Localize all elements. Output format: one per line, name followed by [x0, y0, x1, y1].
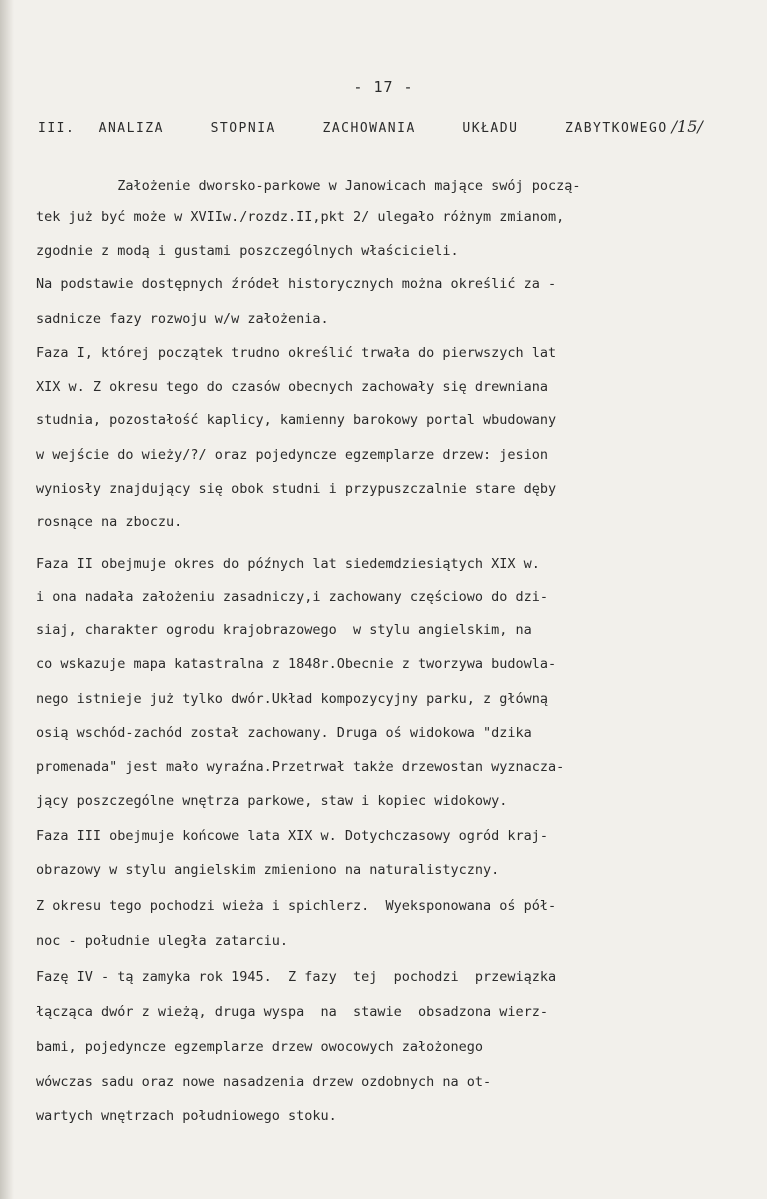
text-line: bami, pojedyncze egzemplarze drzew owocowych założonego [36, 1039, 484, 1055]
text-line: wartych wnętrzach południowego stoku. [36, 1108, 337, 1124]
text-line: w wejście do wieży/?/ oraz pojedyncze egzemplarze drzew: jesion [36, 447, 549, 463]
handwritten-page-note: /15/ [671, 117, 703, 136]
text-line: Z okresu tego pochodzi wieża i spichlerz. Wyeksponowana oś pół- [36, 898, 557, 914]
text-line: promenada" jest mało wyraźna.Przetrwał także drzewostan wyznacza- [36, 759, 565, 775]
text-line: tek już być może w XVIIw./rozdz.II,pkt 2/ ulegało różnym zmianom, [36, 209, 565, 225]
text-line: Założenie dworsko-parkowe w Janowicach mające swój począ- [36, 178, 581, 194]
page-number: - 17 - [353, 78, 414, 96]
text-line: Faza I, której początek trudno określić trwała do pierwszych lat [36, 345, 557, 361]
text-line: jący poszczególne wnętrza parkowe, staw i kopiec widokowy. [36, 793, 508, 809]
text-line: obrazowy w stylu angielskim zmieniono na naturalistyczny. [36, 862, 500, 878]
text-line: noc - południe uległa zatarciu. [36, 933, 288, 949]
text-line: sadnicze fazy rozwoju w/w założenia. [36, 311, 329, 327]
section-heading [38, 117, 703, 136]
text-line: rosnące na zboczu. [36, 514, 183, 530]
text-line: Na podstawie dostępnych źródeł historycznych można określić za - [36, 276, 557, 292]
text-line: studnia, pozostałość kaplicy, kamienny barokowy portal wbudowany [36, 412, 557, 428]
text-line: co wskazuje mapa katastralna z 1848r.Obecnie z tworzywa budowla- [36, 656, 557, 672]
text-line: Faza III obejmuje końcowe lata XIX w. Dotychczasowy ogród kraj- [36, 828, 549, 844]
section-heading-text: III. ANALIZA STOPNIA ZACHOWANIA UKŁADU ZABYTKOWEGO [38, 121, 668, 136]
text-line: łącząca dwór z wieżą, druga wyspa na stawie obsadzona wierz- [36, 1004, 549, 1020]
page-edge-shadow [0, 0, 14, 1199]
text-line: wyniosły znajdujący się obok studni i przypuszczalnie stare dęby [36, 481, 557, 497]
text-line: Faza II obejmuje okres do późnych lat siedemdziesiątych XIX w. [36, 556, 540, 572]
text-line: osią wschód-zachód został zachowany. Druga oś widokowa "dzika [36, 725, 532, 741]
text-line: Fazę IV - tą zamyka rok 1945. Z fazy tej pochodzi przewiązka [36, 969, 557, 985]
text-line: XIX w. Z okresu tego do czasów obecnych zachowały się drewniana [36, 379, 549, 395]
text-line: siaj, charakter ogrodu krajobrazowego w stylu angielskim, na [36, 622, 532, 638]
text-line: i ona nadała założeniu zasadniczy,i zachowany częściowo do dzi- [36, 589, 549, 605]
text-line: zgodnie z modą i gustami poszczególnych właścicieli. [36, 243, 459, 259]
text-line: wówczas sadu oraz nowe nasadzenia drzew ozdobnych na ot- [36, 1074, 492, 1090]
text-line: nego istnieje już tylko dwór.Układ kompozycyjny parku, z główną [36, 691, 549, 707]
